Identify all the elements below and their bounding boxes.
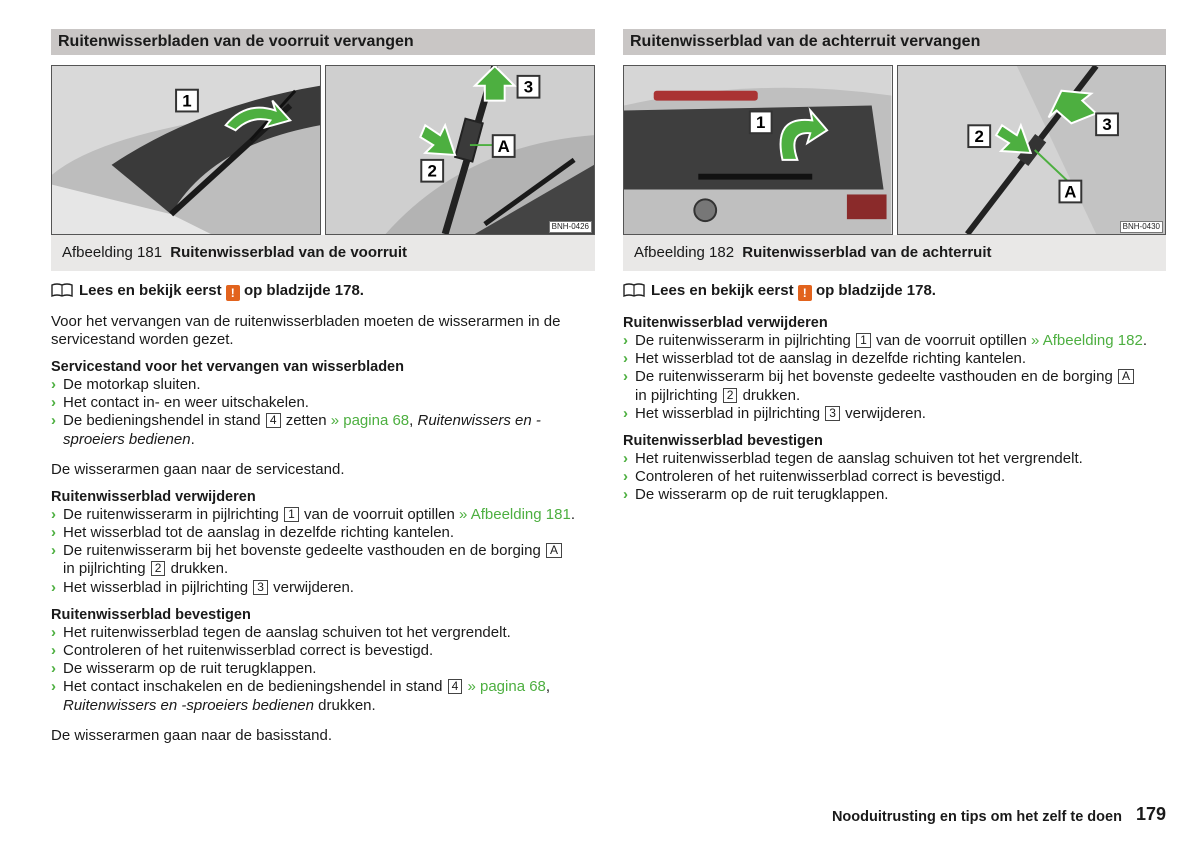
remove-steps xyxy=(51,506,595,597)
chevron-right-icon: › xyxy=(623,468,628,486)
list-item: › Het contact inschakelen en de bedieningshendel in stand 4 » pagina 68, Ruitenwissers en -sproeiers bedienen drukken. xyxy=(51,678,551,714)
step-box: 3 xyxy=(825,406,840,421)
figure-caption xyxy=(51,235,595,271)
callout-1: 1 xyxy=(182,91,192,111)
chevron-right-icon: › xyxy=(51,412,56,430)
page-footer xyxy=(832,802,1166,826)
figure-link[interactable]: » Afbeelding 182 xyxy=(1031,332,1143,349)
list-item: › Het contact in- en weer uitschakelen. xyxy=(51,394,309,412)
list-item: › Het wisserblad in pijlrichting 3 verwijderen. xyxy=(623,404,926,422)
step-box: A xyxy=(1118,369,1134,384)
figure-panel-rear-window xyxy=(623,65,893,235)
callout-3: 3 xyxy=(523,77,534,97)
list-item: › Het wisserblad tot de aanslag in dezelfde richting kantelen. xyxy=(51,524,455,542)
chevron-right-icon: › xyxy=(623,368,628,386)
list-item: › Het ruitenwisserblad tegen de aanslag schuiven tot het vergrendelt. xyxy=(623,450,1083,468)
rear-wiper-detail-illustration xyxy=(898,66,1166,234)
list-item: › Controleren of het ruitenwisserblad correct is bevestigd. xyxy=(623,468,1006,486)
attach-steps xyxy=(51,624,595,715)
list-item: › Het wisserblad tot de aanslag in dezelfde richting kantelen. xyxy=(623,350,1027,368)
chevron-right-icon: › xyxy=(51,524,56,542)
remove-heading: Ruitenwisserblad verwijderen xyxy=(51,488,256,505)
step-box: 3 xyxy=(253,580,268,595)
callout-2: 2 xyxy=(974,127,984,147)
step-box: 1 xyxy=(856,333,871,348)
chevron-right-icon: › xyxy=(51,642,56,660)
service-result: De wisserarmen gaan naar de servicestand. xyxy=(51,460,345,478)
chevron-right-icon: › xyxy=(51,623,56,641)
figure-code: BNH-0430 xyxy=(1120,221,1163,233)
figure-panel-rear-wiper-detail xyxy=(897,65,1167,235)
right-column xyxy=(623,29,1166,505)
remove-steps xyxy=(623,332,1166,423)
list-item: › De ruitenwisserarm in pijlrichting 1 van de voorruit optillen » Afbeelding 181. xyxy=(51,505,575,523)
callout-A: A xyxy=(1063,182,1076,202)
attach-steps xyxy=(623,450,1166,505)
page-link[interactable]: » pagina 68 xyxy=(467,678,546,696)
page-number: 179 xyxy=(1135,804,1166,824)
chevron-right-icon: › xyxy=(51,376,56,393)
chevron-right-icon: › xyxy=(623,332,628,349)
attach-heading: Ruitenwisserblad bevestigen xyxy=(623,433,823,450)
step-box: 4 xyxy=(266,413,281,428)
warning-icon: ! xyxy=(798,285,812,301)
list-item: › Het ruitenwisserblad tegen de aanslag schuiven tot het vergrendelt. xyxy=(51,623,511,641)
list-item: › De ruitenwisserarm in pijlrichting 1 van de voorruit optillen » Afbeelding 182. xyxy=(623,332,1147,349)
chevron-right-icon: › xyxy=(623,404,628,422)
callout-A: A xyxy=(497,137,510,156)
step-box: 2 xyxy=(723,388,738,403)
step-box: 4 xyxy=(448,679,463,694)
caption-number: Afbeelding 181 xyxy=(62,244,163,261)
service-heading: Servicestand voor het vervangen van wisserbladen xyxy=(51,359,404,375)
callout-1: 1 xyxy=(756,113,766,133)
list-item: › De bedieningshendel in stand 4 zetten » pagina 68, Ruitenwissers en -sproeiers bedienen. xyxy=(51,412,541,448)
callout-2: 2 xyxy=(427,161,437,181)
callout-3: 3 xyxy=(1101,115,1112,135)
page-link[interactable]: » pagina 68 xyxy=(330,412,410,430)
section-header: Ruitenwisserbladen van de voorruit vervangen xyxy=(51,29,595,55)
step-box: 2 xyxy=(151,561,166,576)
caption-title: Ruitenwisserblad van de voorruit xyxy=(170,244,407,261)
chevron-right-icon: › xyxy=(51,678,56,696)
wiper-detail-illustration xyxy=(326,66,594,234)
figure-panel-wiper-detail xyxy=(325,65,595,235)
attach-heading: Ruitenwisserblad bevestigen xyxy=(51,606,251,623)
chevron-right-icon: › xyxy=(51,505,56,523)
step-box: A xyxy=(546,543,562,558)
caption-number: Afbeelding 182 xyxy=(634,244,735,261)
warning-icon: ! xyxy=(226,285,240,301)
chevron-right-icon: › xyxy=(51,542,56,560)
chapter-title: Nooduitrusting en tips om het zelf te doen xyxy=(831,809,1122,825)
read-first-note: Lees en bekijk eerst ! op bladzijde 178. xyxy=(51,281,595,301)
chevron-right-icon: › xyxy=(51,394,56,412)
list-item: › De motorkap sluiten. xyxy=(51,376,201,393)
chevron-right-icon: › xyxy=(51,578,56,596)
intro-text: Voor het vervangen van de ruitenwisserbladen moeten de wisserarmen in de servicestand worden gezet. xyxy=(51,313,561,348)
section-header: Ruitenwisserblad van de achterruit vervangen xyxy=(623,29,1166,55)
figure-link[interactable]: » Afbeelding 181 xyxy=(459,505,571,523)
remove-heading: Ruitenwisserblad verwijderen xyxy=(623,315,828,331)
list-item: › De wisserarm op de ruit terugklappen. xyxy=(623,486,889,504)
figure-panel-windshield xyxy=(51,65,321,235)
chevron-right-icon: › xyxy=(623,450,628,468)
list-item: › Het wisserblad in pijlrichting 3 verwijderen. xyxy=(51,578,354,596)
open-book-icon xyxy=(51,283,73,297)
rear-wiper-illustration xyxy=(624,66,892,234)
caption-title: Ruitenwisserblad van de achterruit xyxy=(742,244,992,261)
service-steps xyxy=(51,376,595,449)
list-item: › De ruitenwisserarm bij het bovenste gedeelte vasthouden en de borging A in pijlrichting 2 drukken. xyxy=(51,542,595,578)
chevron-right-icon: › xyxy=(623,486,628,504)
list-item: › Controleren of het ruitenwisserblad correct is bevestigd. xyxy=(51,642,434,660)
figure-code: BNH-0426 xyxy=(549,221,592,233)
left-column xyxy=(51,29,595,745)
windshield-wiper-illustration xyxy=(52,66,320,234)
list-item: › De ruitenwisserarm bij het bovenste gedeelte vasthouden en de borging A in pijlrichting 2 drukken. xyxy=(623,368,1166,404)
list-item: › De wisserarm op de ruit terugklappen. xyxy=(51,660,317,678)
read-first-note: Lees en bekijk eerst ! op bladzijde 178. xyxy=(623,281,1166,301)
open-book-icon xyxy=(623,283,645,297)
figure-caption xyxy=(623,235,1166,271)
figure-182 xyxy=(623,65,1166,235)
final-text: De wisserarmen gaan naar de basisstand. xyxy=(51,726,332,744)
chevron-right-icon: › xyxy=(623,350,628,368)
step-box: 1 xyxy=(284,507,299,522)
chevron-right-icon: › xyxy=(51,660,56,678)
figure-181 xyxy=(51,65,595,235)
